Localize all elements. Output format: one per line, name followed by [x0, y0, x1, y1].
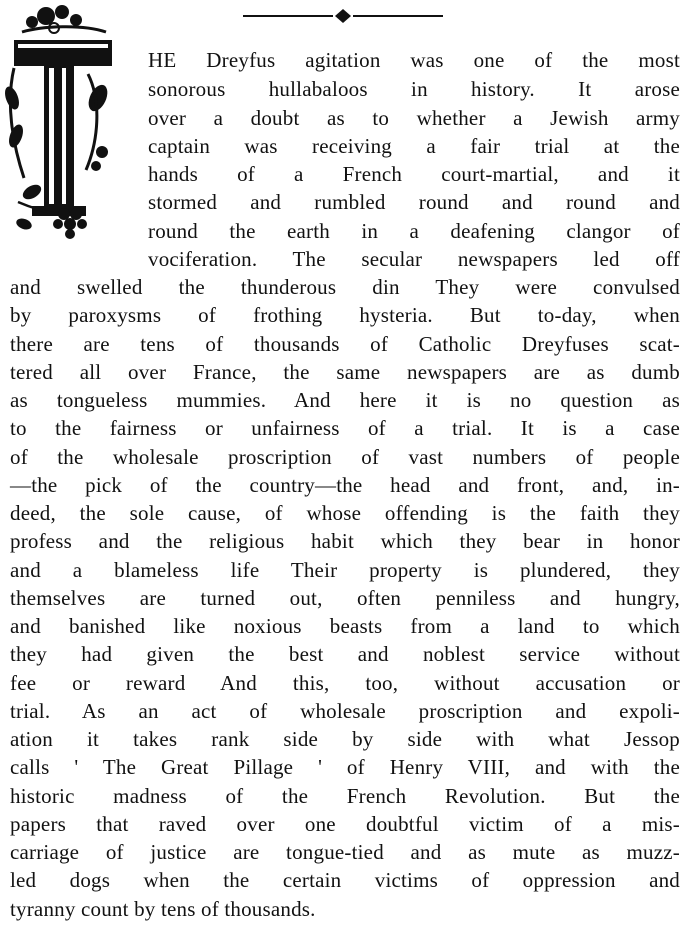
article-line-20: themselves are turned out, often penniless and hungry,	[10, 586, 680, 610]
article-line-30: led dogs when the certain victims of oppression and	[10, 868, 680, 892]
article-line-22: they had given the best and noblest service without	[10, 642, 680, 666]
article-line-21: and banished like noxious beasts from a land to which	[10, 614, 680, 638]
dropcap-floral-ornament	[2, 2, 122, 248]
article-line-9: and swelled the thunderous din They were convulsed	[10, 275, 680, 299]
article-line-28: papers that raved over one doubtful victim of a mis-	[10, 812, 680, 836]
article-line-7: round the earth in a deafening clangor of	[148, 219, 680, 243]
header-ornament	[243, 8, 443, 24]
article-line-6: stormed and rumbled round and round and	[148, 190, 680, 214]
article-line-15: of the wholesale proscription of vast numbers of people	[10, 445, 680, 469]
article-line-10: by paroxysms of frothing hysteria. But to-day, when	[10, 303, 680, 327]
article-line-27: historic madness of the French Revolution. But the	[10, 784, 680, 808]
article-line-23: fee or reward And this, too, without accusation or	[10, 671, 680, 695]
ornament-diamond-icon	[335, 9, 351, 23]
article-line-11: there are tens of thousands of Catholic Dreyfuses scat-	[10, 332, 680, 356]
article-line-8: vociferation. The secular newspapers led off	[148, 247, 680, 271]
article-line-3: over a doubt as to whether a Jewish army	[148, 106, 680, 130]
article-line-5: hands of a French court-martial, and it	[148, 162, 680, 186]
article-line-19: and a blameless life Their property is plundered, they	[10, 558, 680, 582]
article-line-18: profess and the religious habit which they bear in honor	[10, 529, 680, 553]
article-line-29: carriage of justice are tongue-tied and as mute as muzz-	[10, 840, 680, 864]
article-line-1: HE Dreyfus agitation was one of the most	[148, 48, 680, 72]
article-line-31: tyranny count by tens of thousands.	[10, 897, 316, 921]
article-line-4: captain was receiving a fair trial at the	[148, 134, 680, 158]
article-line-16: —the pick of the country—the head and front, and, in-	[10, 473, 680, 497]
article-line-24: trial. As an act of wholesale proscription and expoli-	[10, 699, 680, 723]
article-line-14: to the fairness or unfairness of a trial. It is a case	[10, 416, 680, 440]
article-line-26: calls ' The Great Pillage ' of Henry VIII, and with the	[10, 755, 680, 779]
article-line-2: sonorous hullabaloos in history. It arose	[148, 77, 680, 101]
article-line-13: as tongueless mummies. And here it is no question as	[10, 388, 680, 412]
article-line-25: ation it takes rank side by side with what Jessop	[10, 727, 680, 751]
article-line-17: deed, the sole cause, of whose offending is the faith they	[10, 501, 680, 525]
article-line-12: tered all over France, the same newspapers are as dumb	[10, 360, 680, 384]
